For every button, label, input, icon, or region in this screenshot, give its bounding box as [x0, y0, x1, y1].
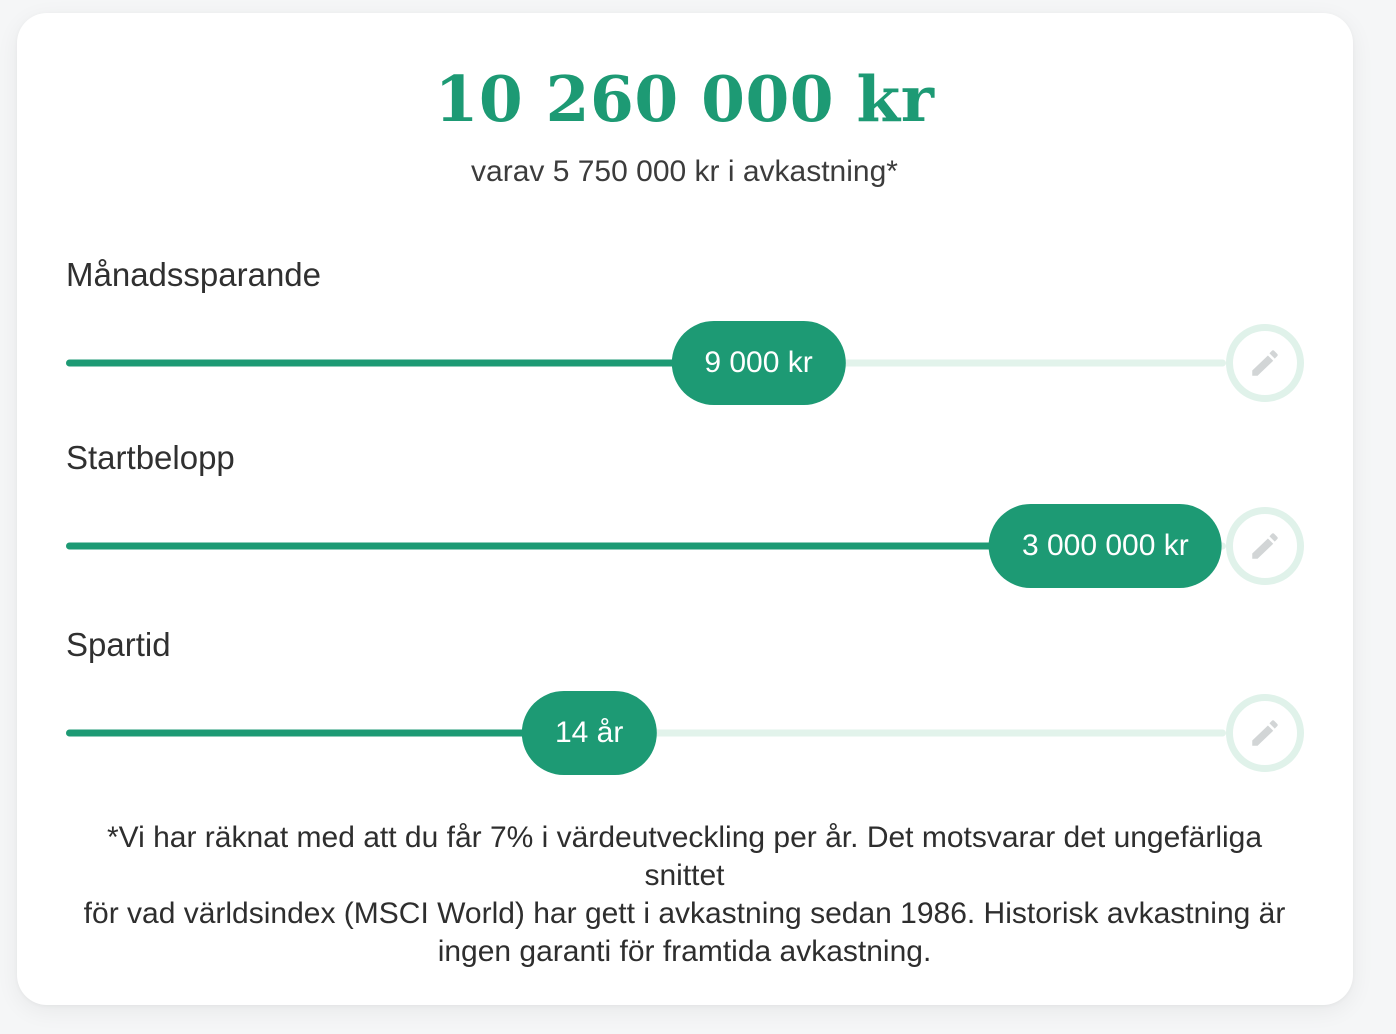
slider-track-fill	[66, 729, 589, 736]
slider-row-starting-amount	[66, 504, 1303, 588]
slider-track-saving-period[interactable]	[66, 691, 1226, 775]
return-subtitle: varav 5 750 000 kr i avkastning*	[471, 154, 898, 188]
slider-label-starting-amount: Startbelopp	[66, 438, 235, 476]
slider-group-saving-period	[66, 626, 1303, 775]
slider-value-starting-amount: 3 000 000 kr	[1021, 528, 1189, 562]
slider-track-monthly-savings[interactable]	[66, 321, 1226, 405]
slider-label-saving-period: Spartid	[66, 625, 171, 663]
footnote-line: för vad världsindex (MSCI World) har gett i avkastning sedan 1986. Historisk avkastning är	[83, 896, 1286, 930]
slider-value-saving-period: 14 år	[554, 715, 624, 749]
slider-row-monthly-savings	[66, 321, 1303, 405]
edit-starting-amount-button[interactable]	[1226, 507, 1304, 585]
slider-group-monthly-savings	[66, 256, 1303, 405]
slider-thumb-starting-amount[interactable]	[989, 504, 1222, 588]
total-amount: 10 260 000 kr	[434, 62, 935, 136]
slider-value-monthly-savings: 9 000 kr	[704, 345, 813, 379]
slider-label-monthly-savings: Månadssparande	[66, 255, 322, 293]
slider-track-starting-amount[interactable]	[66, 504, 1226, 588]
pencil-icon	[1248, 529, 1282, 563]
footnote-line: *Vi har räknat med att du får 7% i värdeutveckling per år. Det motsvarar det ungefärliga snittet	[106, 820, 1263, 892]
disclaimer-footnote	[66, 819, 1303, 971]
slider-thumb-saving-period[interactable]	[522, 691, 656, 775]
slider-track-fill	[66, 542, 1105, 549]
edit-monthly-savings-button[interactable]	[1226, 324, 1304, 402]
slider-row-saving-period	[66, 691, 1303, 775]
savings-calculator-card	[17, 13, 1353, 1005]
slider-group-starting-amount	[66, 439, 1303, 588]
slider-thumb-monthly-savings[interactable]	[671, 321, 845, 405]
footnote-line: ingen garanti för framtida avkastning.	[437, 934, 932, 968]
slider-track-fill	[66, 359, 759, 366]
pencil-icon	[1248, 716, 1282, 750]
pencil-icon	[1248, 346, 1282, 380]
edit-saving-period-button[interactable]	[1226, 694, 1304, 772]
